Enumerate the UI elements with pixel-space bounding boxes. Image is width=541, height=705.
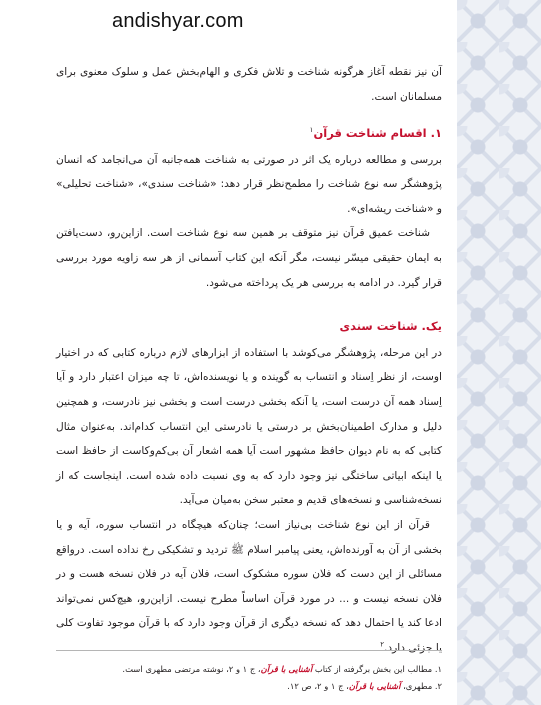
footnote-ref-2[interactable]: ۲ <box>380 640 385 649</box>
section-heading-1 <box>56 118 442 145</box>
section-heading-2: یک. شناخت سندی <box>339 319 442 334</box>
paragraph-4 <box>56 513 442 661</box>
paragraph-3: در این مرحله، پژوهشگر می‌کوشد با استفاده از ابزارهای لازم درباره کتابی که در اختیار اوست، از نظر اِسناد و انتساب به گوینده و یا نویسنده‌اش، تا چه میزان اعتبار دارد و آیا اِسناد همه آن درست است، یا آنکه بخشی درست است و بخشی نیز نادرست، و همچنین دلیل و مدارک اطمینان‌بخش بر درستی یا نادرستی این انتساب کدام‌اند. به‌عنوان مثال کتابی که به نام دیوان حافظ مشهور است آیا همه اشعار آن بی‌کم‌وکاست از حافظ است یا اینکه ابیاتی ساختگی نیز وجود دارد که به وی نسبت داده شده است. اینجاست که از نسخه‌شناسی و نسخه‌های قدیم و معتبر سخن به‌میان می‌آید. <box>56 346 442 507</box>
footnote-2-book-title: آشنایی با قرآن <box>348 681 401 691</box>
footnote-2-prefix: ۲. مطهری، <box>403 681 442 691</box>
footnote-1-suffix: ، ج ۱ و ۲، نوشته مرتضی مطهری است. <box>122 664 261 674</box>
intro-paragraph: آن نیز نقطه آغاز هرگونه شناخت و تلاش فکری و الهام‌بخش عمل و سلوک معنوی برای مسلمانان است. <box>56 66 442 103</box>
page-body <box>56 60 442 660</box>
footnote-2-suffix: ، ج ۱ و ۲، ص ۱۲. <box>287 681 349 691</box>
watermark-url: andishyar.com <box>112 10 244 32</box>
footnote-2 <box>56 678 442 695</box>
footnotes <box>56 650 442 695</box>
paragraph-4-text: قرآن از این نوع شناخت بی‌نیاز است؛ چنان‌که هیچگاه در انتساب سوره، آیه و یا بخشی از آن به آورنده‌اش، یعنی پیامبر اسلام ﷺ تردید و تشکیکی رخ نداده است. درواقع مسائلی از این دست که فلان سوره مشکوک است، فلان آیه در فلان نسخه هست و در فلان نسخه نیست و ... در مورد قرآن اساساً مطرح نیست. ازاین‌رو، هیچ‌کس نمی‌تواند ادعا کند یا احتمال دهد که نسخه دیگری از قرآن وجود دارد که با قرآن موجود تفاوت کلی یا جزئی دارد. <box>56 518 442 654</box>
paragraph-1: بررسی و مطالعه درباره یک اثر در صورتی به شناخت همه‌جانبه آن می‌انجامد که انسان پژوهشگر سه نوع شناخت را مطمح‌نظر قرار دهد: «شناخت سندی»، «شناخت تحلیلی» و «شناخت ریشه‌ای». <box>56 153 442 215</box>
footnote-1-prefix: ۱. مطالب این بخش برگرفته از کتاب <box>314 664 442 674</box>
decorative-side-pattern <box>457 0 541 705</box>
footnote-ref-1[interactable]: ۱ <box>309 126 314 135</box>
section-title-1: ۱. اقسام شناخت قرآن <box>313 126 442 141</box>
paragraph-2: شناخت عمیق قرآن نیز متوقف بر همین سه نوع شناخت است. ازاین‌رو، دست‌یافتن به ایمان حقیقی میسّر نیست، مگر آنکه این کتاب آسمانی از هر سه زاویه مورد بررسی قرار گیرد. در ادامه به بررسی هر یک پرداخته می‌شود. <box>56 227 442 289</box>
footnote-1-book-title: آشنایی با قرآن <box>260 664 313 674</box>
footnote-1 <box>56 661 442 678</box>
